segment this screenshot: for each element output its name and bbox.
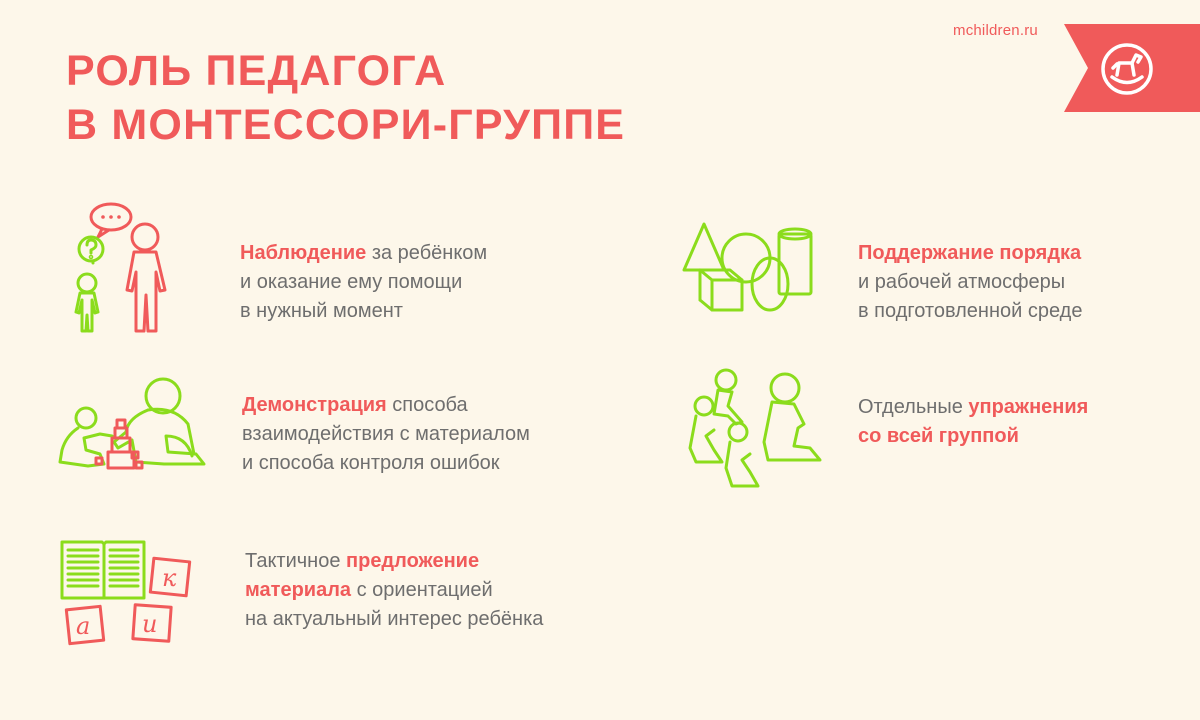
item-text-line1: за ребёнком xyxy=(366,242,488,264)
item-offer xyxy=(245,547,543,634)
shapes-icon xyxy=(682,222,814,314)
item-text-line2: и оказание ему помощи xyxy=(240,271,463,293)
item-order xyxy=(858,239,1082,326)
book-letters-icon xyxy=(56,536,198,648)
letter-k: к xyxy=(162,564,177,592)
title-line-2: В МОНТЕССОРИ-ГРУППЕ xyxy=(66,101,626,149)
item-observation xyxy=(240,239,487,326)
letter-a: а xyxy=(76,612,91,640)
group-icon xyxy=(684,366,826,492)
item-text-line2: со всей группой xyxy=(858,425,1019,447)
item-text-line2: с ориентацией xyxy=(351,579,493,601)
page-title xyxy=(66,44,625,152)
item-highlight: Демонстрация xyxy=(242,394,387,416)
item-text-line3: и способа контроля ошибок xyxy=(242,452,500,474)
item-text-prefix: Тактичное xyxy=(245,550,347,572)
site-name[interactable]: mchildren.ru xyxy=(953,22,1038,39)
item-text-line2: и рабочей атмосферы xyxy=(858,271,1066,293)
item-text-line3: в подготовленной среде xyxy=(858,300,1083,322)
item-highlight: Наблюдение xyxy=(240,242,367,264)
demonstration-icon xyxy=(56,376,206,474)
item-group xyxy=(858,393,1088,451)
item-text-line2-highlight: материала xyxy=(245,579,352,601)
observation-icon xyxy=(62,200,177,335)
item-text-line2: взаимодействия с материалом xyxy=(242,423,530,445)
item-highlight: предложение xyxy=(346,550,480,572)
item-text-prefix: Отдельные xyxy=(858,396,969,418)
item-highlight: Поддержание порядка xyxy=(858,242,1082,264)
item-text-line1: способа xyxy=(386,394,468,416)
item-demonstration xyxy=(242,391,530,478)
logo-ribbon[interactable] xyxy=(1064,24,1200,112)
title-line-1: РОЛЬ ПЕДАГОГА xyxy=(66,47,447,95)
letter-i: и xyxy=(142,610,158,638)
item-text-line3: в нужный момент xyxy=(240,300,403,322)
item-text-line3: на актуальный интерес ребёнка xyxy=(245,608,544,630)
item-highlight: упражнения xyxy=(968,396,1089,418)
